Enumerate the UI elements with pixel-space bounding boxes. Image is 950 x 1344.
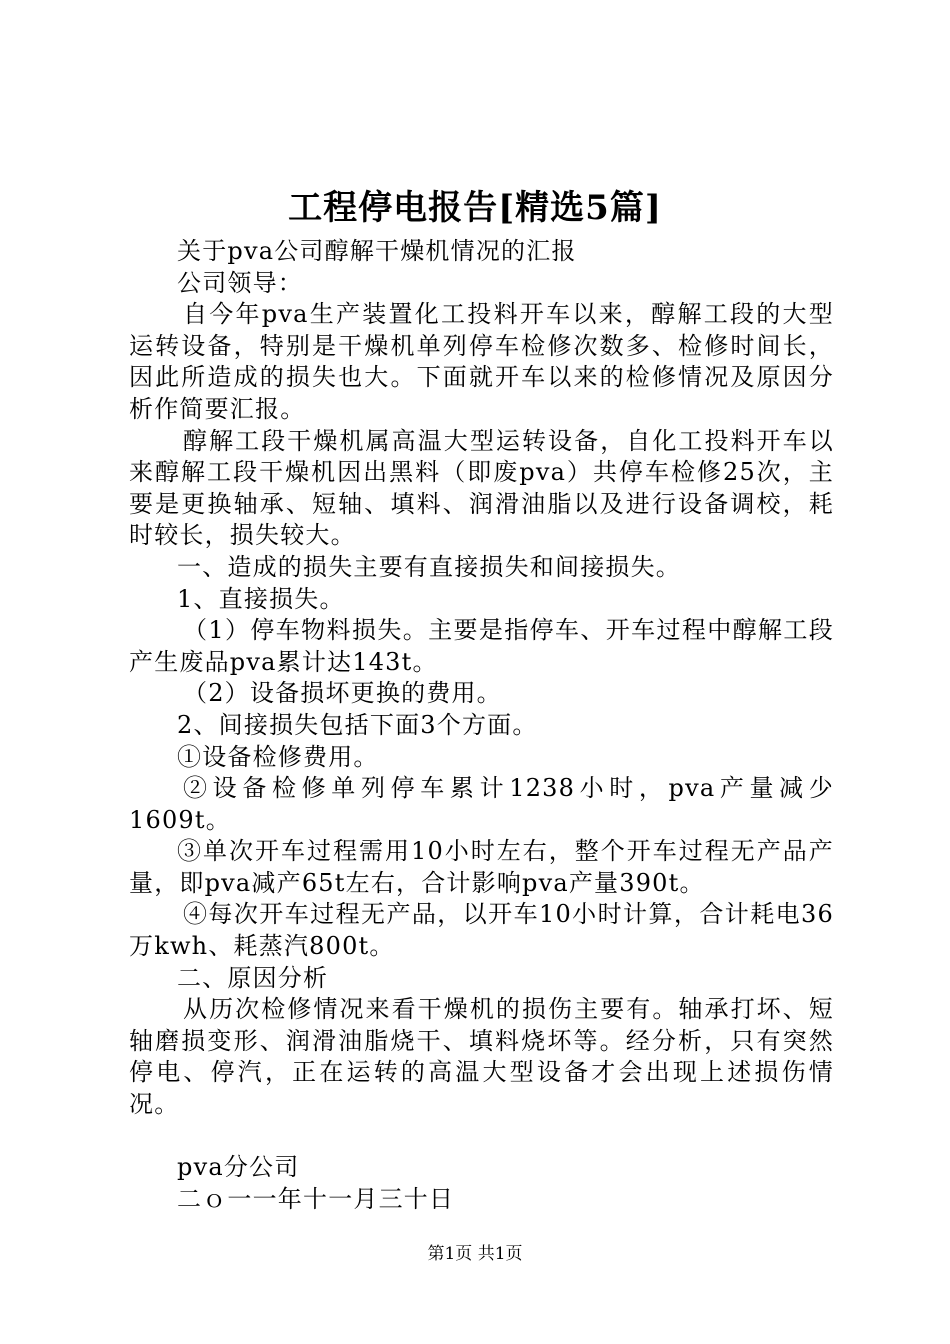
- indirect-item-3: ③单次开车过程需用10小时左右，整个开车过程无产品产量，即pva减产65t左右，合计影响pva产量390t。: [129, 837, 834, 897]
- item-equipment-cost: （2）设备损坏更换的费用。: [183, 679, 502, 708]
- paragraph-background: 醇解工段干燥机属高温大型运转设备，自化工投料开车以来醇解工段干燥机因出黑料（即废pva）共停车检修25次，主要是更换轴承、短轴、填料、润滑油脂以及进行设备调校，耗时较长，损失较大。: [129, 426, 834, 550]
- heading-cause-analysis: 二、原因分析: [177, 963, 329, 992]
- paragraph-intro: 自今年pva生产装置化工投料开车以来，醇解工段的大型运转设备，特别是干燥机单列停车检修次数多、检修时间长，因此所造成的损失也大。下面就开车以来的检修情况及原因分析作简要汇报。: [129, 300, 834, 423]
- salutation: 公司领导：: [177, 268, 303, 297]
- subheading-direct-loss: 1、直接损失。: [177, 584, 345, 613]
- indirect-item-2: ②设备检修单列停车累计1238小时，pva产量减少1609t。: [129, 774, 834, 834]
- indirect-item-1: ①设备检修费用。: [177, 742, 379, 771]
- signature-date: 二ｏ一一年十一月三十日: [177, 1184, 455, 1213]
- spacer: [129, 1121, 834, 1153]
- item-material-loss: （1）停车物料损失。主要是指停车、开车过程中醇解工段产生废品pva累计达143t。: [129, 616, 834, 676]
- document-body: [129, 236, 834, 1215]
- heading-losses: 一、造成的损失主要有直接损失和间接损失。: [177, 552, 681, 581]
- subheading-indirect-loss: 2、间接损失包括下面3个方面。: [177, 710, 538, 739]
- report-subject: 关于pva公司醇解干燥机情况的汇报: [177, 237, 577, 265]
- indirect-item-4: ④每次开车过程无产品，以开车10小时计算，合计耗电36万kwh、耗蒸汽800t。: [129, 900, 834, 961]
- page-number-footer: 第1页 共1页: [427, 1244, 523, 1264]
- paragraph-cause-analysis: 从历次检修情况来看干燥机的损伤主要有。轴承打坏、短轴磨损变形、润滑油脂烧干、填料烧坏等。经分析，只有突然停电、停汽，正在运转的高温大型设备才会出现上述损伤情况。: [129, 995, 834, 1119]
- signature-org: pva分公司: [177, 1153, 300, 1182]
- document-title: 工程停电报告[精选5篇]: [288, 188, 662, 228]
